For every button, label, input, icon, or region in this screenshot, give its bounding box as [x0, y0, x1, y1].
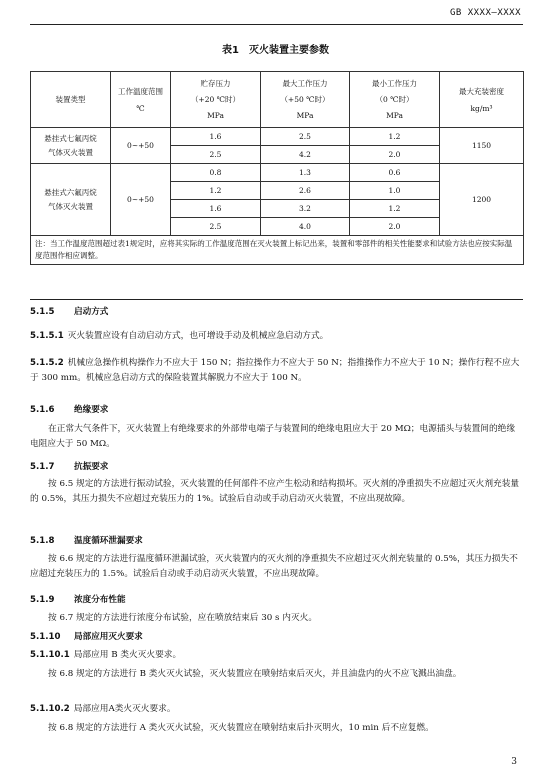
header-min-pressure: 最小工作压力 （0 ℃时） MPa — [350, 72, 440, 128]
min-cell: 1.0 — [350, 182, 440, 200]
table-bottom-rule — [30, 299, 523, 300]
header-max-pressure: 最大工作压力 （+50 ℃时） MPa — [261, 72, 350, 128]
min-cell: 2.0 — [350, 218, 440, 236]
section-heading: 5.1.7 抗振要求 — [30, 462, 109, 472]
storage-cell: 2.5 — [171, 218, 261, 236]
max-cell: 4.2 — [261, 146, 350, 164]
parameter-table — [30, 71, 524, 265]
storage-cell: 1.6 — [171, 128, 261, 146]
density-cell: 1200 — [440, 164, 524, 236]
header-rule — [30, 24, 523, 25]
min-cell: 0.6 — [350, 164, 440, 182]
clause: 5.1.10.2 局部应用A类火灭火要求。 — [30, 704, 176, 714]
header-density: 最大充装密度 kg/m³ — [440, 72, 524, 128]
header-temp: 工作温度范围 ℃ — [111, 72, 171, 128]
document-code: GB XXXX—XXXX — [449, 8, 521, 18]
section-heading: 5.1.10 局部应用灭火要求 — [30, 632, 143, 642]
type-cell: 悬挂式七氟丙烷 气体灭火装置 — [31, 128, 111, 164]
section-heading: 5.1.5 启动方式 — [30, 307, 109, 317]
temp-cell: 0~+50 — [111, 164, 171, 236]
clause: 5.1.5.1 灭火装置应设有自动启动方式，也可增设手动及机械应急启动方式。 — [30, 331, 329, 341]
min-cell: 1.2 — [350, 128, 440, 146]
table-row — [31, 128, 524, 146]
max-cell: 4.0 — [261, 218, 350, 236]
paragraph: 按 6.6 规定的方法进行温度循环泄漏试验，灭火装置内的灭火剂的净重损失不应超过灭火剂充装量的 0.5%，其压力损失不应超过充装压力的 1.5%。试验后自动或手动启动灭火装置，不应出现故障。 — [30, 554, 518, 579]
clause: 5.1.5.2 机械应急操作机构操作力不应大于 150 N；指拉操作力不应大于 50 N；指推操作力不应大于 10 N；操作行程不应大于 300 mm。机械应急启动方式的保险装置其解脱力不应大于 100 N。 — [30, 358, 520, 383]
header-type: 装置类型 — [31, 72, 111, 128]
min-cell: 2.0 — [350, 146, 440, 164]
max-cell: 3.2 — [261, 200, 350, 218]
storage-cell: 2.5 — [171, 146, 261, 164]
type-cell: 悬挂式六氟丙烷 气体灭火装置 — [31, 164, 111, 236]
paragraph: 按 6.5 规定的方法进行振动试验，灭火装置的任何部件不应产生松动和结构损坏。灭火剂的净重损失不应超过灭火剂充装量的 0.5%，其压力损失不应超过充装压力的 1%。试验后自动或手动启动灭火装置，不应出现故障。 — [30, 479, 520, 504]
storage-cell: 1.6 — [171, 200, 261, 218]
paragraph: 在正常大气条件下，灭火装置上有绝缘要求的外部带电端子与装置间的绝缘电阻应大于 20 MΩ；电源插头与装置间的绝缘电阻应大于 50 MΩ。 — [30, 424, 516, 449]
density-cell: 1150 — [440, 128, 524, 164]
max-cell: 1.3 — [261, 164, 350, 182]
paragraph: 按 6.8 规定的方法进行 B 类火灭火试验，灭火装置应在喷射结束后灭火，并且油盘内的火不应飞溅出油盘。 — [48, 669, 462, 679]
table-note-row — [31, 236, 524, 265]
max-cell: 2.6 — [261, 182, 350, 200]
section-heading: 5.1.8 温度循环泄漏要求 — [30, 536, 143, 546]
table-header-row — [31, 72, 524, 128]
header-storage-pressure: 贮存压力 （+20 ℃时） MPa — [171, 72, 261, 128]
section-heading: 5.1.6 绝缘要求 — [30, 405, 109, 415]
temp-cell: 0~+50 — [111, 128, 171, 164]
table-note: 注：当工作温度范围超过表1规定时，应将其实际的工作温度范围在灭火装置上标记出来，装置和零部件的相关性能要求和试验方法也应按实际温度范围作相应调整。 — [31, 236, 524, 265]
storage-cell: 1.2 — [171, 182, 261, 200]
paragraph: 按 6.8 规定的方法进行 A 类火灭火试验，灭火装置应在喷射结束后扑灭明火，10 min 后不应复燃。 — [48, 723, 434, 733]
page-number: 3 — [511, 757, 517, 767]
paragraph: 按 6.7 规定的方法进行浓度分布试验，应在喷放结束后 30 s 内灭火。 — [48, 613, 318, 623]
max-cell: 2.5 — [261, 128, 350, 146]
clause: 5.1.10.1 局部应用 B 类火灭火要求。 — [30, 650, 182, 660]
table-caption: 表1 灭火装置主要参数 — [222, 45, 329, 56]
table-row — [31, 164, 524, 182]
storage-cell: 0.8 — [171, 164, 261, 182]
min-cell: 1.2 — [350, 200, 440, 218]
section-heading: 5.1.9 浓度分布性能 — [30, 595, 126, 605]
